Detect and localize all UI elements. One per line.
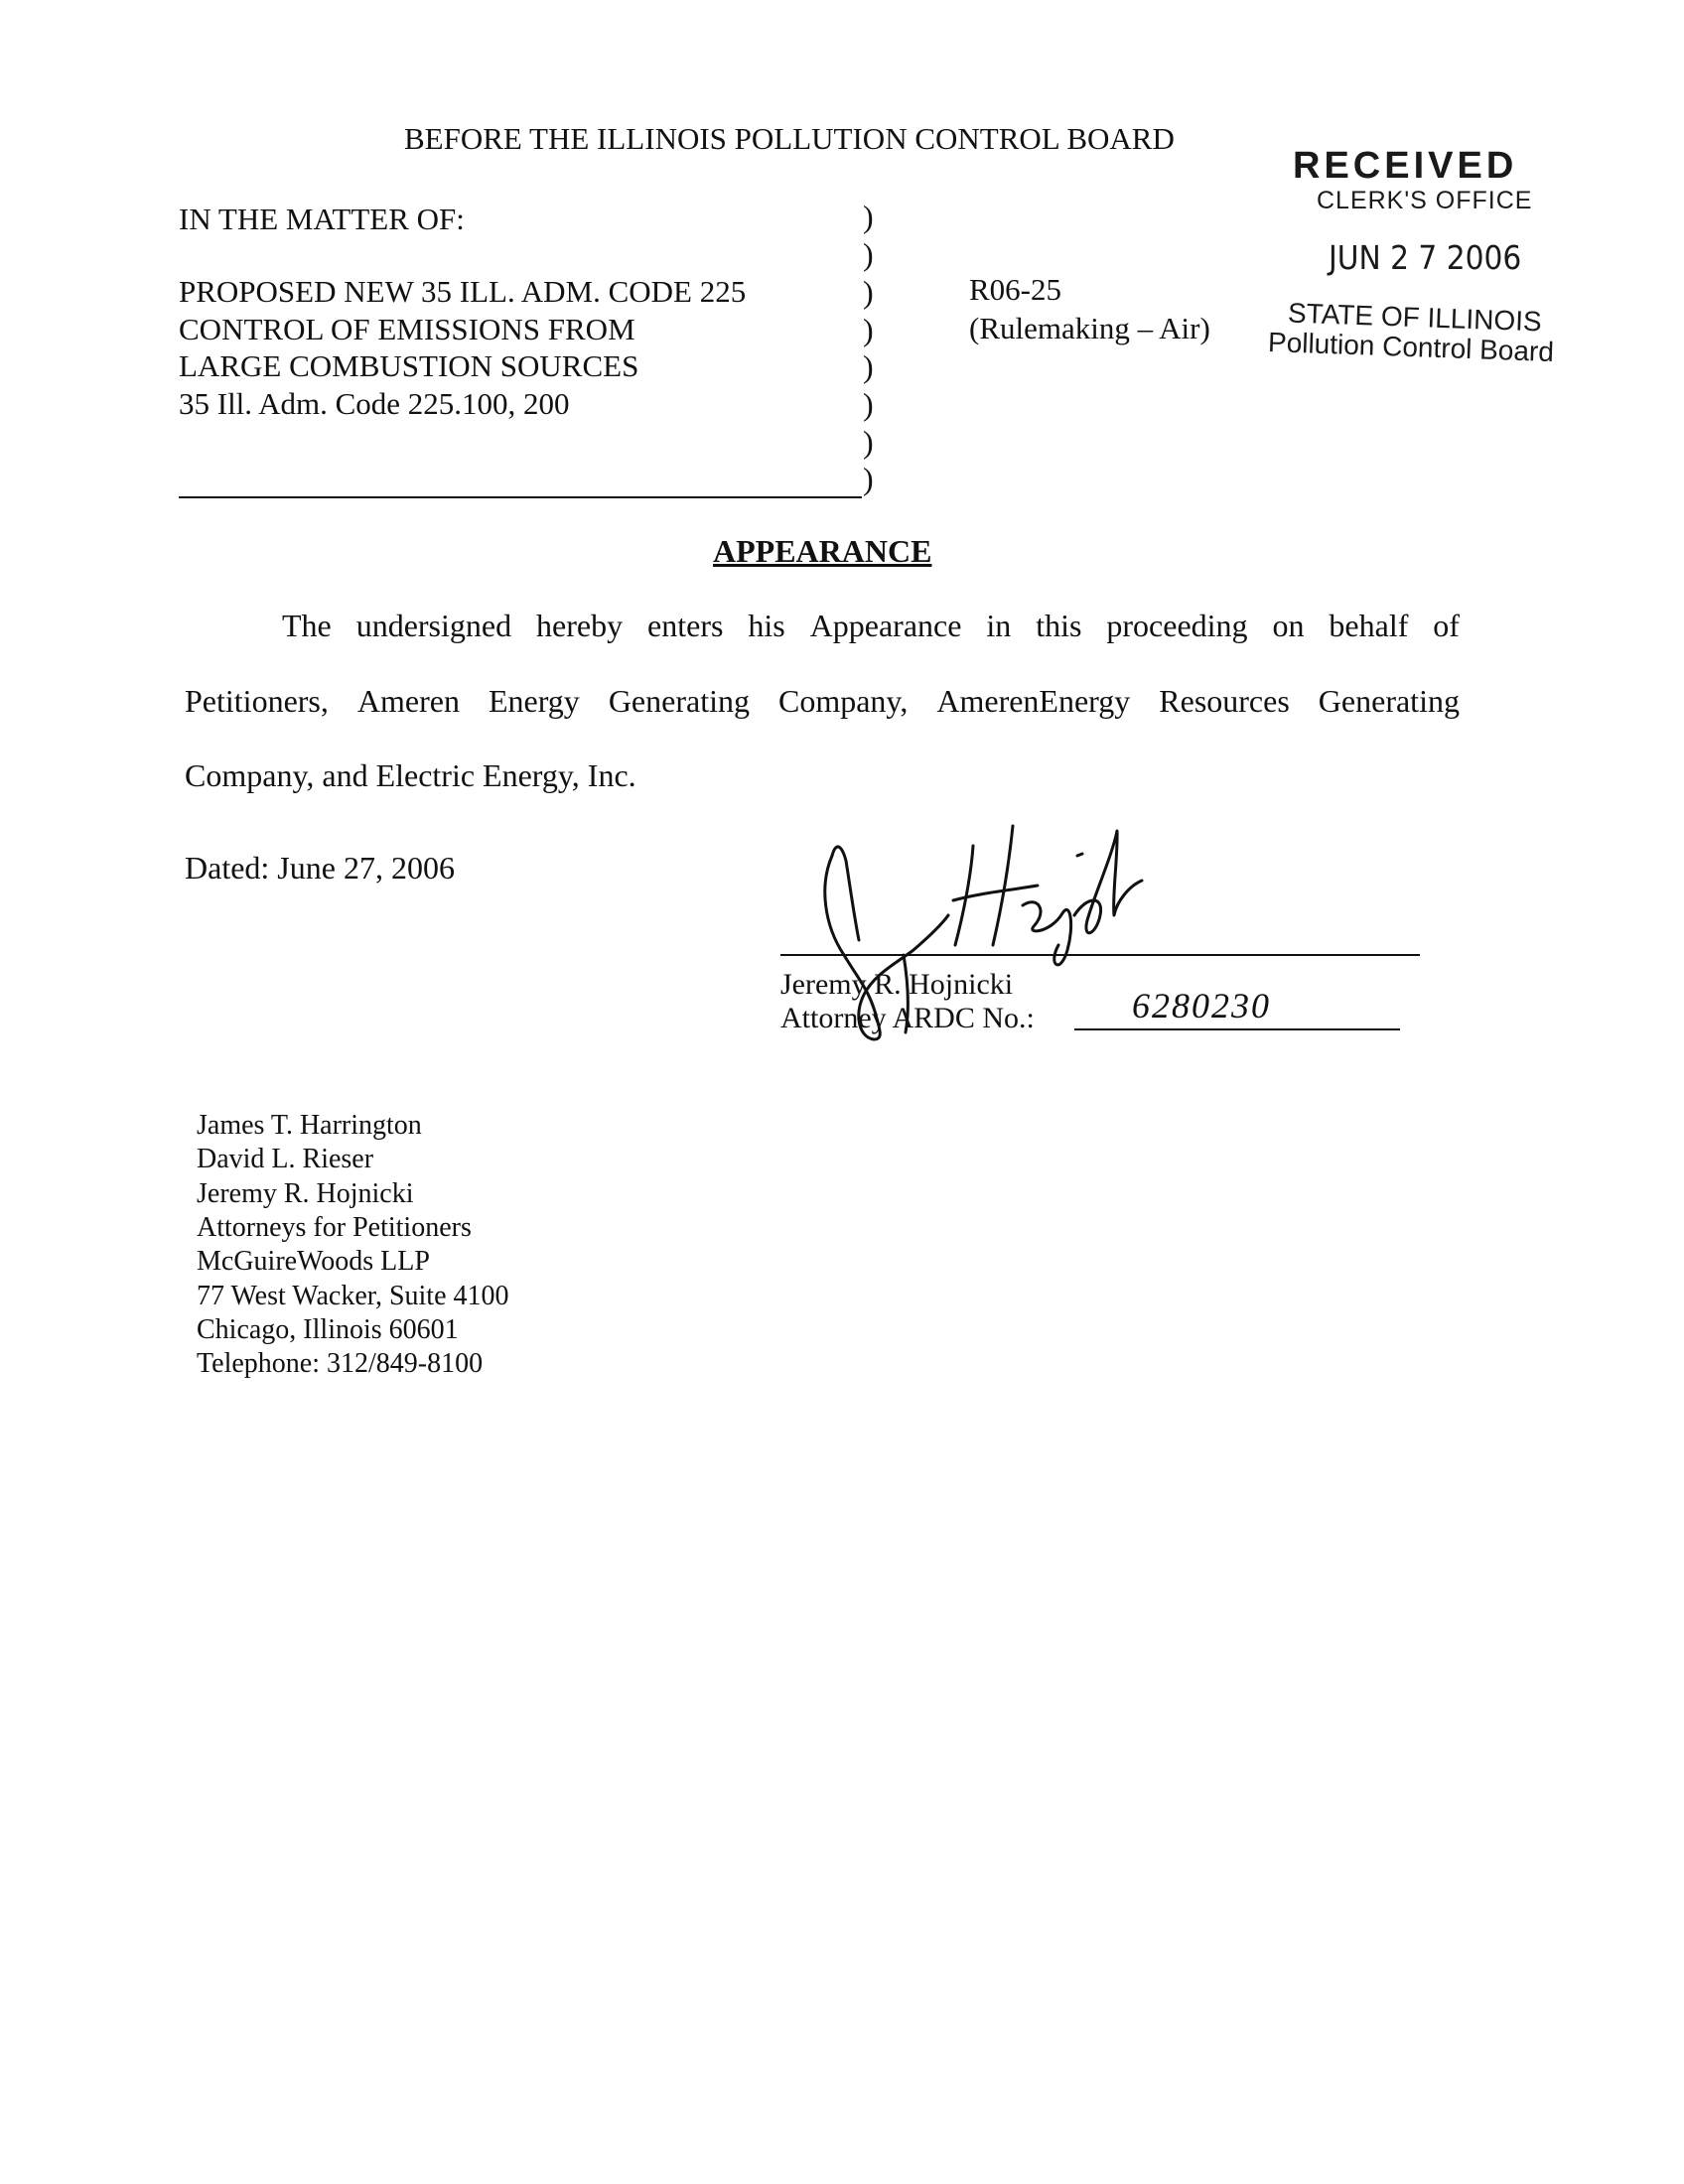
counsel-line: James T. Harrington <box>197 1110 422 1141</box>
paragraph-word: Energy <box>488 683 580 719</box>
caption-line: 35 Ill. Adm. Code 225.100, 200 <box>179 386 570 421</box>
caption-rule <box>179 496 862 498</box>
paragraph-line: Company, and Electric Energy, Inc. <box>185 757 636 793</box>
caption-line: LARGE COMBUSTION SOURCES <box>179 348 639 383</box>
counsel-line: Telephone: 312/849-8100 <box>197 1348 484 1379</box>
counsel-line: McGuireWoods LLP <box>197 1246 430 1277</box>
stamp-state: STATE OF ILLINOIS <box>1287 297 1543 338</box>
caption-paren: ) <box>863 386 874 422</box>
paragraph-word: Company, <box>777 683 909 719</box>
paragraph-word: of <box>1433 608 1460 643</box>
paragraph-word: enters <box>647 608 724 643</box>
paragraph-word: The <box>282 608 332 643</box>
paragraph-word: behalf <box>1329 608 1409 643</box>
signature-line <box>780 954 1420 956</box>
stamp-board: Pollution Control Board <box>1267 326 1555 368</box>
ardc-line <box>1074 1028 1400 1030</box>
paragraph-word: Generating <box>1318 683 1460 719</box>
paragraph-word: Appearance <box>809 608 962 643</box>
caption-paren: ) <box>863 348 874 384</box>
caption-paren: ) <box>863 312 874 347</box>
caption-paren: ) <box>863 199 874 234</box>
counsel-line: Attorneys for Petitioners <box>197 1212 472 1243</box>
paragraph-word: on <box>1272 608 1305 643</box>
paragraph-line <box>282 608 1460 644</box>
case-type: (Rulemaking – Air) <box>969 311 1210 345</box>
signer-name: Jeremy R. Hojnicki <box>780 968 1014 1001</box>
paragraph-word: undersigned <box>355 608 512 643</box>
paragraph-word: proceeding <box>1106 608 1248 643</box>
paragraph-word: Resources <box>1159 683 1290 719</box>
paragraph-word: this <box>1036 608 1082 643</box>
stamp-office: CLERK'S OFFICE <box>1317 187 1533 214</box>
paragraph-line <box>185 683 1460 720</box>
caption-paren: ) <box>863 461 874 496</box>
caption-paren: ) <box>863 236 874 272</box>
dated-line: Dated: June 27, 2006 <box>185 850 455 886</box>
caption-line: PROPOSED NEW 35 ILL. ADM. CODE 225 <box>179 274 747 309</box>
paragraph-word: in <box>986 608 1012 643</box>
document-heading: APPEARANCE <box>713 533 932 569</box>
counsel-line: Chicago, Illinois 60601 <box>197 1314 459 1345</box>
counsel-line: 77 West Wacker, Suite 4100 <box>197 1281 509 1311</box>
paragraph-word: his <box>748 608 785 643</box>
court-title: BEFORE THE ILLINOIS POLLUTION CONTROL BOARD <box>404 121 1175 156</box>
caption-line: CONTROL OF EMISSIONS FROM <box>179 312 635 346</box>
matter-label: IN THE MATTER OF: <box>179 202 465 236</box>
stamp-date: JUN 2 7 2006 <box>1329 238 1522 277</box>
ardc-label: Attorney ARDC No.: <box>780 1002 1035 1034</box>
stamp-received: RECEIVED <box>1293 145 1518 187</box>
counsel-line: Jeremy R. Hojnicki <box>197 1178 414 1209</box>
counsel-line: David L. Rieser <box>197 1144 374 1174</box>
paragraph-word: hereby <box>536 608 624 643</box>
caption-paren: ) <box>863 424 874 460</box>
ardc-number: 6280230 <box>1132 986 1271 1025</box>
paragraph-word: Generating <box>608 683 750 719</box>
paragraph-word: AmerenEnergy <box>936 683 1131 719</box>
case-number: R06-25 <box>969 272 1061 307</box>
paragraph-word: Ameren <box>356 683 460 719</box>
paragraph-word: Petitioners, <box>185 683 329 719</box>
caption-paren: ) <box>863 274 874 310</box>
